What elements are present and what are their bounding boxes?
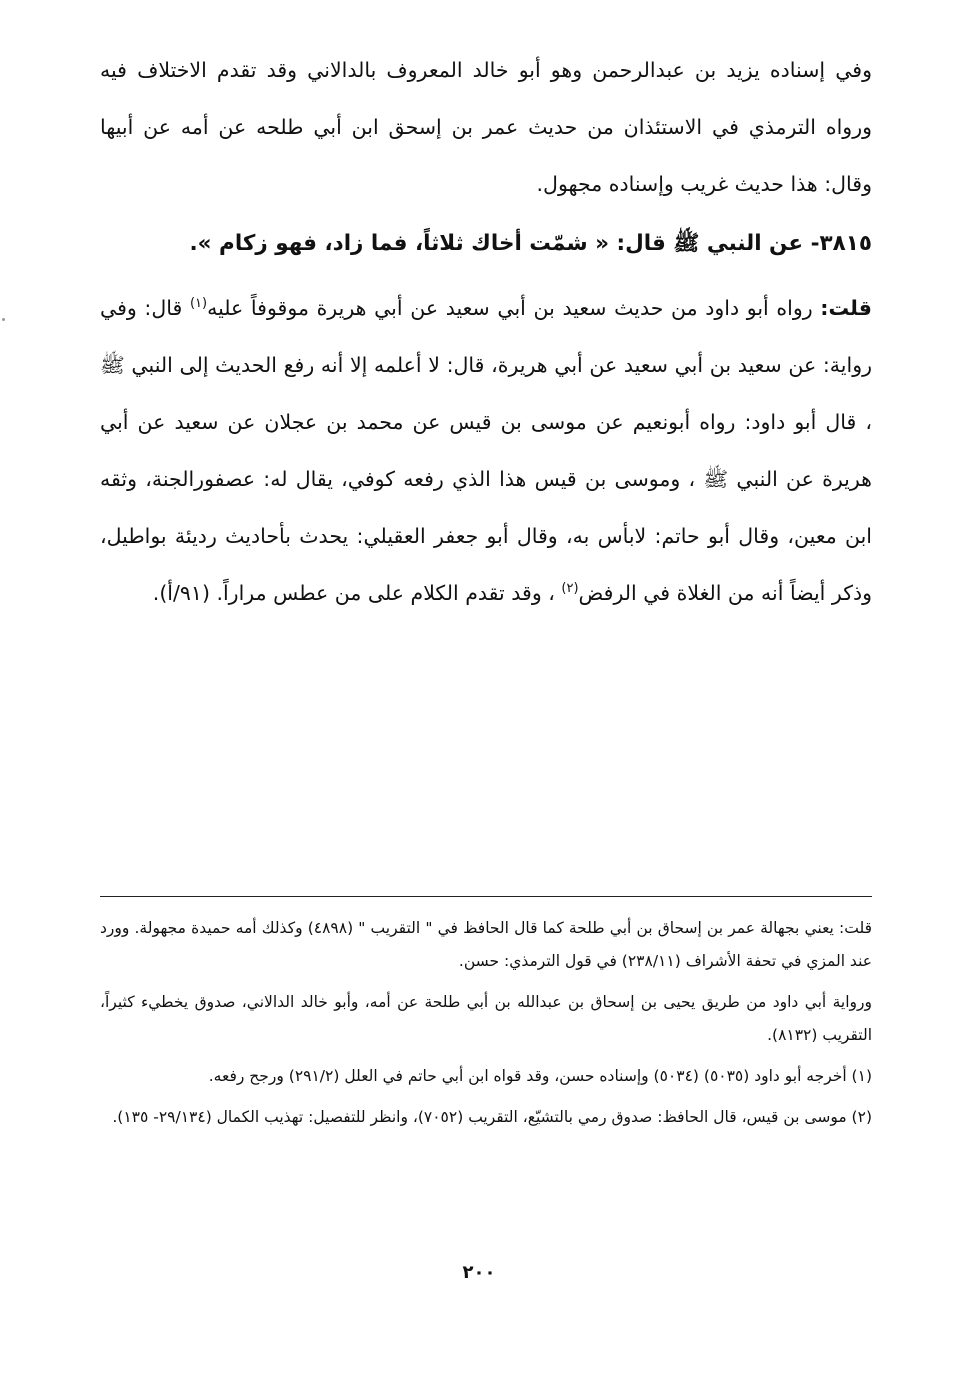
paragraph-commentary	[100, 280, 872, 622]
commentary-part-b: قال: وفي رواية: عن سعيد بن أبي سعيد عن أبي هريرة، قال: لا أعلمه إلا أنه رفع الحديث إلى النبي ﷺ ، قال أبو داود: رواه أبونعيم عن موسى بن قيس عن محمد بن عجلان عن سعيد عن أبي هريرة عن النبي ﷺ ، وموسى بن قيس هذا الذي رفعه كوفي، يقال له: عصفورالجنة، وثقه ابن معين، وقال أبو حاتم: لابأس به، وقال أبو جعفر العقيلي: يحدث بأحاديث رديئة بواطيل، وذكر أيضاً أنه من الغلاة في الرفض	[100, 296, 872, 605]
footnote-ref-1[interactable]: (١)	[189, 296, 208, 312]
qult-label: قلت:	[820, 296, 872, 320]
footnote-divider	[100, 896, 872, 897]
commentary-part-a: رواه أبو داود من حديث سعيد بن أبي سعيد عن أبي هريرة موقوفاً عليه	[207, 296, 813, 320]
footnote-ref-2[interactable]: (٢)	[561, 581, 579, 597]
hadith-3815: ٣٨١٥- عن النبي ﷺ قال: « شمّت أخاك ثلاثاً، فما زاد، فهو زكام ».	[189, 231, 872, 256]
main-text	[100, 42, 872, 622]
page-number: ٢٠٠	[462, 1262, 496, 1283]
scan-speck	[2, 318, 5, 321]
footnote-note-continued: ورواية أبي داود من طريق يحيى بن إسحاق بن عبدالله بن أبي طلحة عن أمه، وأبو خالد الدالاني، صدوق يخطيء كثيراً، التقريب (٨١٣٢).	[100, 993, 872, 1044]
footnote-2: (٢) موسى بن قيس، قال الحافظ: صدوق رمي بالتشيّع، التقريب (٧٠٥٢)، وانظر للتفصيل: تهذيب الكمال (٢٩/١٣٤- ١٣٥).	[112, 1108, 872, 1126]
footnotes	[100, 912, 872, 1142]
commentary-part-c: ، وقد تقدم الكلام على من عطس مراراً. (٩١/أ).	[152, 581, 555, 605]
footnote-1: (١) أخرجه أبو داود (٥٠٣٥) (٥٠٣٤) وإسناده حسن، وقد قواه ابن أبي حاتم في العلل (٢٩١/٢) ورجح رفعه.	[208, 1067, 872, 1085]
paragraph-isnad: وفي إسناده يزيد بن عبدالرحمن وهو أبو خالد المعروف بالدالاني وقد تقدم الاختلاف فيه ورواه الترمذي في الاستئذان من حديث عمر بن إسحق ابن أبي طلحه عن أمه عن أبيها وقال: هذا حديث غريب وإسناده مجهول.	[100, 58, 872, 196]
footnote-note: قلت: يعني بجهالة عمر بن إسحاق بن أبي طلحة كما قال الحافظ في " التقريب " (٤٨٩٨) وكذلك أمه حميدة مجهولة. وورد عند المزي في تحفة الأشراف (٢٣٨/١١) في قول الترمذي: حسن.	[100, 919, 872, 970]
